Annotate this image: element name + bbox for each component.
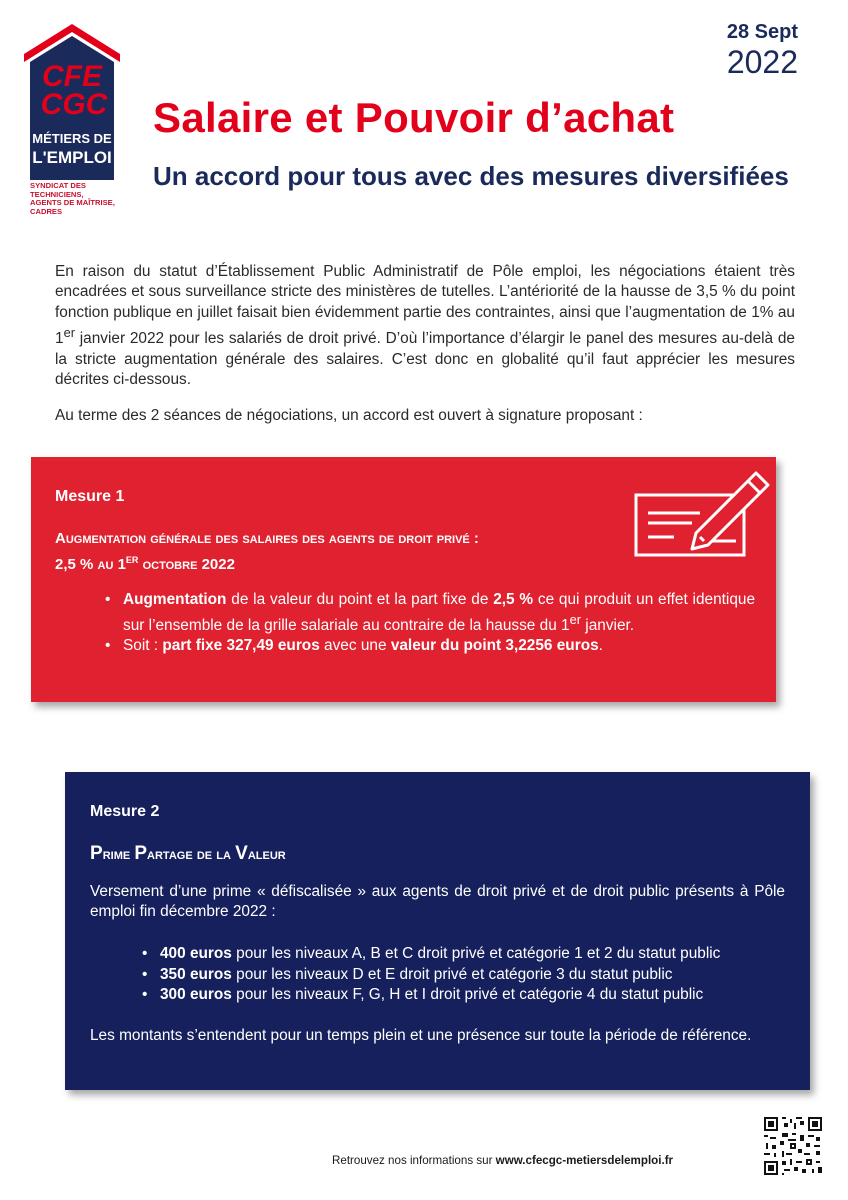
- logo-cgc-text: CGC: [40, 88, 108, 121]
- measure-1-heading-date: octobre 2022: [138, 556, 235, 573]
- prime-conditions: pour les niveaux F, G, H et I droit privé et catégorie 4 du statut public: [231, 986, 704, 1004]
- date-year: 2022: [726, 44, 798, 80]
- intro-paragraph: [55, 262, 795, 391]
- intro-text-a: En raison du statut d’Établissement Public Administratif de Pôle emploi, les négociations étaient très encadrées et sous surveillance stricte des ministères de tutelles. L’antériorité de la hausse de 3,5 % du point fonction publique en juillet faisait bien évidemment partie des contraintes, ainsi que l’augmentation de 1% au 1: [55, 263, 795, 348]
- qr-code-icon[interactable]: [764, 1117, 822, 1175]
- measure-2-list: [140, 944, 800, 1006]
- prime-conditions: pour les niveaux D et E droit privé et catégorie 3 du statut public: [231, 965, 673, 983]
- measure-1-box: [31, 457, 776, 702]
- logo-subtitle-line: TECHNICIENS,: [30, 189, 84, 199]
- bullet-text: janvier.: [581, 616, 635, 634]
- heading-part: artage de la: [147, 846, 236, 863]
- bullet-text: ce qui produit un effet identique sur l’ensemble de la grille salariale au contraire de la hausse du 1: [123, 591, 755, 634]
- page-title: Salaire et Pouvoir d’achat: [153, 94, 675, 141]
- footer-link[interactable]: www.cfecgc-metiersdelemploi.fr: [495, 1154, 674, 1167]
- measure-2-description: Versement d’une prime « défiscalisée » aux agents de droit privé et de droit public présents à Pôle emploi fin décembre 2022 :: [90, 883, 785, 921]
- document-date: [727, 20, 798, 80]
- bullet-text: .: [598, 636, 603, 654]
- bullet-bold: part fixe 327,49 euros: [162, 636, 320, 654]
- measure-1-heading-rate: 2,5 % au 1: [55, 556, 126, 573]
- page-subtitle: Un accord pour tous avec des mesures diversifiées: [153, 161, 789, 191]
- bullet-text: Soit :: [123, 636, 163, 654]
- measure-1-heading-line2: [55, 549, 615, 575]
- logo-subtitle-line: AGENTS DE MAÎTRISE,: [30, 198, 115, 208]
- date-day: 28 Sept: [726, 21, 798, 43]
- prime-amount: 300 euros: [160, 986, 232, 1004]
- intro-proposal-text: Au terme des 2 séances de négociations, un accord est ouvert à signature proposant :: [55, 407, 643, 424]
- measure-1-heading-sup: er: [125, 552, 139, 566]
- measure-2-heading: [90, 844, 286, 865]
- logo-name-line2: L'EMPLOI: [32, 148, 112, 167]
- measure-2-note: Les montants s’entendent pour un temps plein et une présence sur toute la période de référence.: [90, 1027, 752, 1044]
- list-item: [103, 636, 755, 656]
- measure-1-label: Mesure 1: [55, 488, 125, 505]
- list-item: [140, 944, 800, 965]
- footer-text: Retrouvez nos informations sur: [332, 1154, 496, 1167]
- bullet-text: avec une: [319, 636, 391, 654]
- intro-sup: er: [63, 325, 75, 341]
- measure-1-heading-line1: Augmentation générale des salaires des agents de droit privé :: [55, 530, 479, 547]
- list-item: [103, 590, 755, 636]
- prime-amount: 350 euros: [160, 965, 232, 983]
- logo-name-line1: MÉTIERS DE: [32, 131, 112, 146]
- list-item: [140, 985, 800, 1006]
- logo-subtitle: [30, 182, 122, 216]
- logo-cfe-text: CFE: [42, 60, 102, 93]
- logo-subtitle-line: SYNDICAT DES: [30, 181, 86, 190]
- prime-conditions: pour les niveaux A, B et C droit privé et catégorie 1 et 2 du statut public: [231, 945, 721, 962]
- heading-part: rime: [102, 846, 135, 863]
- heading-cap: V: [235, 843, 248, 864]
- heading-cap: P: [134, 843, 148, 864]
- bullet-text: de la valeur du point et la part fixe de: [226, 591, 494, 608]
- prime-amount: 400 euros: [160, 945, 232, 962]
- cfe-cgc-logo: [24, 22, 120, 228]
- bullet-bold: 2,5 %: [493, 591, 534, 608]
- measure-2-label: Mesure 2: [90, 803, 160, 820]
- measure-1-list: [103, 590, 755, 656]
- measure-1-heading: [55, 529, 615, 575]
- measure-2-box: [65, 772, 810, 1090]
- heading-cap: P: [90, 843, 103, 864]
- logo-shield-icon: [24, 22, 120, 182]
- intro-text-b: janvier 2022 pour les salariés de droit privé. D’où l’importance d’élargir le panel des mesures au-delà de la stricte augmentation générale des salaires. C’est donc en globalité qu’il faut apprécier les mesures décrites ci-dessous.: [55, 330, 795, 389]
- bullet-bold: Augmentation: [123, 591, 227, 608]
- heading-part: aleur: [247, 846, 286, 863]
- footer: [332, 1154, 673, 1167]
- bullet-bold: valeur du point 3,2256 euros: [390, 636, 599, 654]
- check-signature-icon: [634, 467, 774, 559]
- list-item: [140, 965, 800, 986]
- bullet-sup: er: [569, 611, 582, 627]
- logo-subtitle-line: CADRES: [30, 206, 63, 216]
